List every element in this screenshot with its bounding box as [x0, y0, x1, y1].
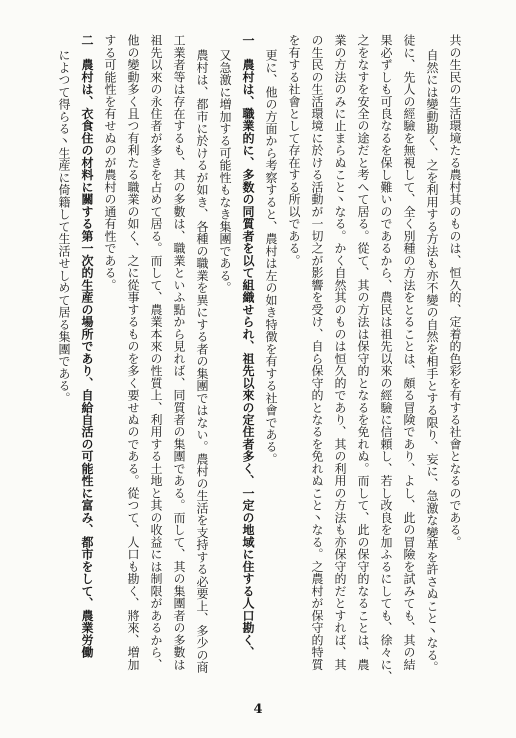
text-column: 共の生民の生活環境たる農村其のものは、恒久的、定着的色彩を有する社會となるのである。 [448, 34, 462, 549]
text-column: 自然には變動勘く、之を利用する方法も亦不變の自然を相手とする限り、妄に、急激な變革を許さぬこと丶なる。 [425, 49, 439, 674]
text-column: 又急激に増加する可能性もなき集團である。 [218, 49, 232, 294]
text-column: 徒に、先人の經驗を無視して、全く別種の方法をとることは、頗る冒険であり、よし、此の冒險を試みても、其の結 [402, 34, 416, 671]
text-column: 祖先以來の永住者が多きを占めて居る。而して、農業本來の性質上、利用する土地と其の收益には制限があるから、 [149, 34, 163, 671]
text-column: 農村は、都市に於けるが如き、各種の職業を異にする者の集團ではない。農村の生活を支持する必要上、多少の商 [195, 49, 209, 674]
text-column: 二 農村は、衣食住の材料に關する第一次的生産の場所であり、自給自活の可能性に富み、都市をして、農業労働 [80, 34, 94, 659]
text-column: 他の變動多く且つ有利たる職業の如く、之に從事するものを多く要せぬのである。從つて、人口も勘く、將來、増加 [126, 34, 140, 671]
text-column: 一 農村は、職業的に、多数の同質者を以て組織せられ、祖先以來の定住者多く、一定の地域に住する人口勘く、 [241, 34, 255, 659]
text-column: の生民の生活環境に於ける活動が一切之が影響を受け、自ら保守的となるを免れぬこと丶なる。之農村が保守的特質 [310, 34, 324, 671]
text-column: 果必ずしも可良なるを保し難いのであるから、農民は祖先以來の經驗に信頼し、若し改良を加ふるにしても、徐々に、 [379, 34, 393, 683]
text-column: 工業者等は存在するも、其の多數は、職業といふ點から見れば、同質者の集團である。而して、其の集團者の多數は [172, 34, 186, 671]
page-number: 4 [253, 702, 263, 717]
text-column: を有する社會として存在する所以である。 [287, 34, 301, 267]
text-column: によつて得らる丶生産に倚籍して生活せしめて居る集團である。 [57, 49, 71, 404]
text-column: する可能性を有せぬのが農村の通有性である。 [103, 34, 117, 292]
text-column: 更に、他の方面から考察すると、農村は左の如き特徴を有する社會である。 [264, 49, 278, 466]
text-column: 業の方法のみに止まらぬこと丶なる。かく自然其のものは恒久的であり、其の利用の方法も亦保守的だとすれば、其 [333, 34, 347, 671]
vertical-text-body [52, 34, 466, 694]
text-column: 之をなすを安全の途だと考へて居る。從て、其の方法は保守的となるを免れぬ。而して、此の保守的なることは、農 [356, 34, 370, 671]
